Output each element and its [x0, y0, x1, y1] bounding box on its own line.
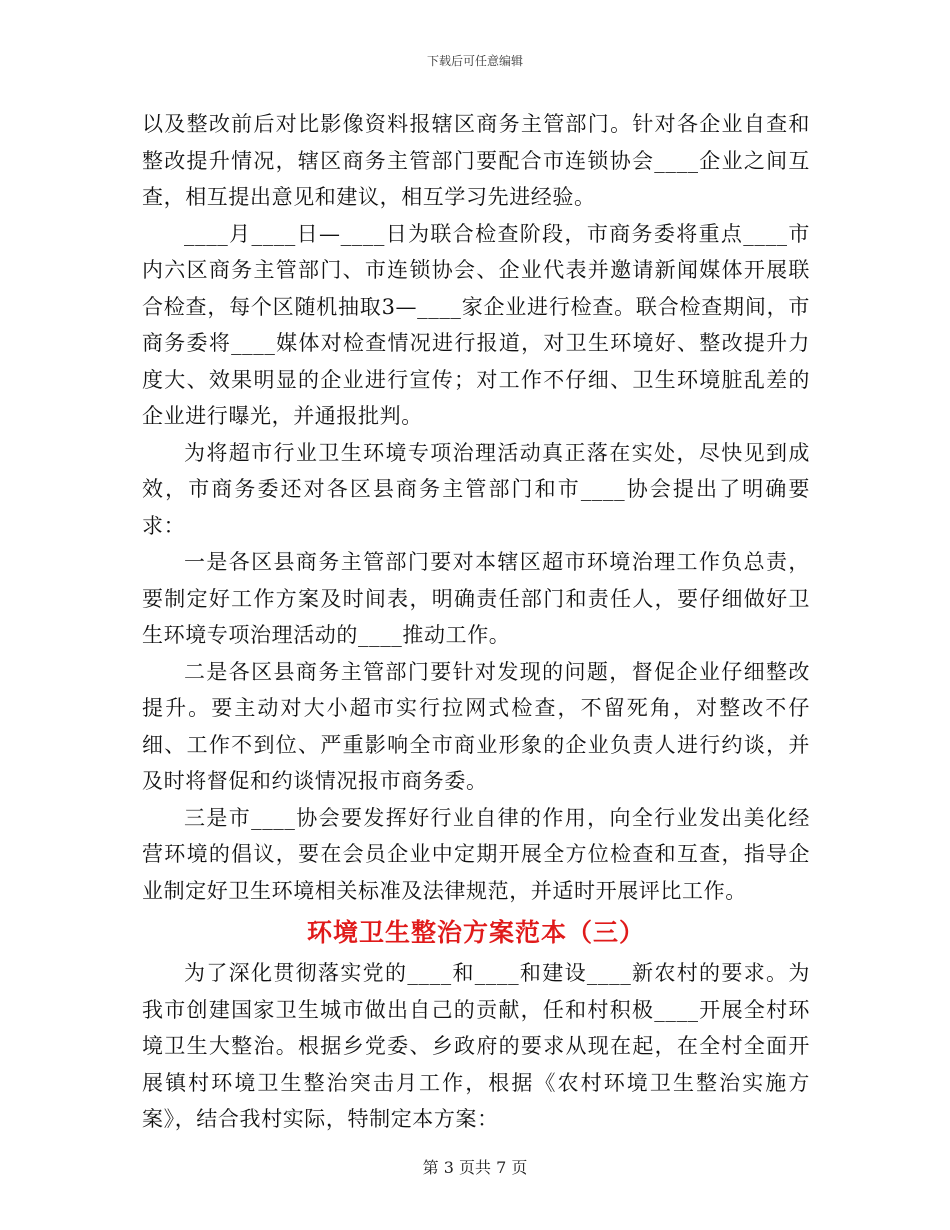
paragraph-3: 为将超市行业卫生环境专项治理活动真正落在实处，尽快见到成效，市商务委还对各区县商务主管部门和市____协会提出了明确要求： [142, 440, 810, 538]
paragraph-4: 一是各区县商务主管部门要对本辖区超市环境治理工作负总责，要制定好工作方案及时间表，明确责任部门和责任人，要仔细做好卫生环境专项治理活动的____推动工作。 [142, 550, 810, 647]
paragraph-6: 三是市____协会要发挥好行业自律的作用，向全行业发出美化经营环境的倡议，要在会员企业中定期开展全方位检查和互查，指导企业制定好卫生环境相关标准及法律规范，并适时开展评比工作。 [142, 805, 810, 903]
page-number: 第 3 页共 7 页 [422, 1158, 528, 1177]
paragraph-7: 为了深化贯彻落实党的____和____和建设____新农村的要求。为我市创建国家卫生城市做出自己的贡献，任和村积极____开展全村环境卫生大整治。根据乡党委、乡政府的要求从现在起，在全村全面开展镇村环境卫生整治突击月工作，根据《农村环境卫生整治实施方案》，结合我村实际，特制定本方案： [142, 961, 810, 1131]
paragraph-1: 以及整改前后对比影像资料报辖区商务主管部门。针对各企业自查和整改提升情况，辖区商务主管部门要配合市连锁协会____企业之间互查，相互提出意见和建议，相互学习先进经验。 [142, 112, 810, 209]
document-body [142, 106, 810, 1138]
paragraph-5: 二是各区县商务主管部门要针对发现的问题，督促企业仔细整改提升。要主动对大小超市实行拉网式检查，不留死角，对整改不仔细、工作不到位、严重影响全市商业形象的企业负责人进行约谈，并及时将督促和约谈情况报市商务委。 [142, 659, 810, 793]
section-title: 环境卫生整治方案范本（三） [306, 918, 645, 947]
paragraph-2: ____月____日—____日为联合检查阶段，市商务委将重点____市内六区商务主管部门、市连锁协会、企业代表并邀请新闻媒体开展联合检查，每个区随机抽取3—____家企业进行检查。联合检查期间，市商务委将____媒体对检查情况进行报道，对卫生环境好、整改提升力度大、效果明显的企业进行宣传；对工作不仔细、卫生环境脏乱差的企业进行曝光，并通报批判。 [142, 221, 810, 428]
header-note: 下载后可任意编辑 [426, 54, 523, 68]
